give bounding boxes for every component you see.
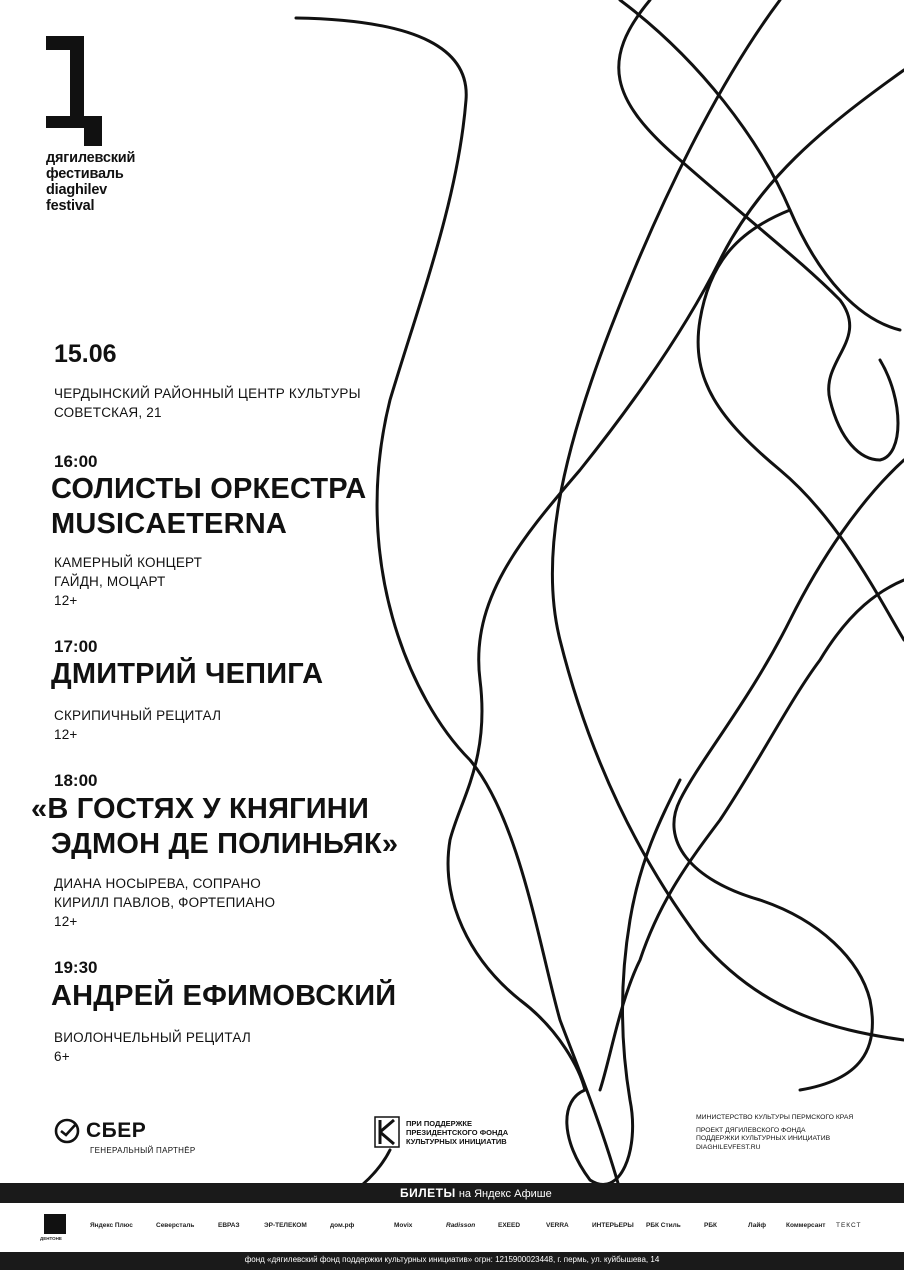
- event-details: [54, 1028, 251, 1066]
- tickets-text: [400, 1186, 552, 1200]
- venue-name: ЧЕРДЫНСКИЙ РАЙОННЫЙ ЦЕНТР КУЛЬТУРЫ: [54, 386, 361, 401]
- dentone-logo-icon: [44, 1214, 66, 1234]
- pfki-logo-icon: [374, 1116, 400, 1148]
- event-title: [51, 979, 396, 1014]
- event-title-line: СОЛИСТЫ ОРКЕСТРА: [51, 473, 367, 505]
- partner-logo: ДЕНТОНЕ: [40, 1236, 62, 1241]
- sponsor-role: ГЕНЕРАЛЬНЫЙ ПАРТНЁР: [90, 1146, 196, 1155]
- festival-logo-icon: [46, 36, 102, 146]
- event-detail-line: КИРИЛЛ ПАВЛОВ, ФОРТЕПИАНО: [54, 895, 276, 910]
- support-line: КУЛЬТУРНЫХ ИНИЦИАТИВ: [406, 1136, 507, 1146]
- line-strand-8: [600, 580, 904, 1090]
- partner-logo: Северсталь: [156, 1222, 195, 1229]
- event-title: [51, 657, 323, 692]
- support-line: ПРЕЗИДЕНТСКОГО ФОНДА: [406, 1127, 509, 1137]
- event-detail-line: СКРИПИЧНЫЙ РЕЦИТАЛ: [54, 708, 222, 723]
- logo-line: diaghilev: [46, 182, 108, 198]
- partners-row: [0, 1208, 904, 1246]
- partner-logo: ТЕКСТ: [836, 1222, 862, 1229]
- tickets-label: БИЛЕТЫ: [400, 1186, 456, 1200]
- ministry-site-link[interactable]: DIAGHILEVFEST.RU: [696, 1143, 761, 1151]
- partner-logo: ИНТЕРЬЕРЫ: [592, 1222, 634, 1229]
- ministry-line: МИНИСТЕРСТВО КУЛЬТУРЫ ПЕРМСКОГО КРАЯ: [696, 1114, 854, 1121]
- event-date: 15.06: [54, 340, 117, 368]
- event-details: [54, 553, 202, 610]
- partner-logo: ЕВРАЗ: [218, 1222, 240, 1229]
- partner-logo: Лайф: [748, 1222, 767, 1229]
- partner-logo: Яндекс Плюс: [90, 1222, 133, 1229]
- event-time: 19:30: [54, 958, 98, 977]
- age-rating: 6+: [54, 1049, 70, 1064]
- ministry-line: ПРОЕКТ ДЯГИЛЕВСКОГО ФОНДА: [696, 1126, 806, 1134]
- line-strand-1: [296, 18, 620, 1190]
- partner-logo: Radisson: [446, 1222, 476, 1229]
- line-strand-5: [619, 0, 898, 460]
- partner-logo: дом.рф: [330, 1222, 355, 1229]
- event-title: [31, 792, 398, 862]
- event-details: [54, 874, 275, 931]
- logo-line: festival: [46, 198, 95, 214]
- age-rating: 12+: [54, 593, 78, 608]
- line-strand-9: [567, 780, 680, 1185]
- event-title-line: ДМИТРИЙ ЧЕПИГА: [51, 658, 324, 690]
- partner-logo: ЭР-ТЕЛЕКОМ: [264, 1222, 307, 1229]
- partner-logo: РБК: [704, 1222, 717, 1229]
- partner-logo: VERRA: [546, 1222, 569, 1229]
- sber-check-icon: [54, 1118, 80, 1144]
- logo-line: дягилевский: [46, 150, 136, 166]
- line-strand-2: [620, 0, 900, 330]
- event-title-line: «В ГОСТЯХ У КНЯГИНИ: [31, 793, 369, 825]
- partner-logo: РБК Стиль: [646, 1222, 681, 1229]
- sponsor-name: СБЕР: [86, 1119, 147, 1142]
- line-strand-4: [698, 210, 904, 640]
- event-title-line: АНДРЕЙ ЕФИМОВСКИЙ: [51, 980, 397, 1012]
- tickets-bar[interactable]: [0, 1183, 904, 1203]
- logo-text: [46, 150, 135, 214]
- event-detail-line: ВИОЛОНЧЕЛЬНЫЙ РЕЦИТАЛ: [54, 1030, 251, 1045]
- tickets-provider: на Яндекс Афише: [455, 1188, 552, 1200]
- age-rating: 12+: [54, 914, 78, 929]
- age-rating: 12+: [54, 727, 78, 742]
- ministry-line: ПОДДЕРЖКИ КУЛЬТУРНЫХ ИНИЦИАТИВ: [696, 1135, 831, 1142]
- ministry-block: [696, 1114, 853, 1152]
- event-title-line: ЭДМОН ДЕ ПОЛИНЬЯК»: [51, 828, 399, 860]
- support-logo: [374, 1116, 508, 1148]
- event-detail-line: ДИАНА НОСЫРЕВА, СОПРАНО: [54, 876, 261, 891]
- sponsor-logo: [54, 1118, 196, 1155]
- event-time: 17:00: [54, 637, 98, 656]
- footer-bar: [0, 1252, 904, 1270]
- event-detail-line: КАМЕРНЫЙ КОНЦЕРТ: [54, 555, 203, 570]
- event-title-line: MUSICAETERNA: [51, 508, 288, 540]
- event-time: 16:00: [54, 452, 98, 471]
- event-title: [51, 472, 366, 542]
- partner-logo: Movix: [394, 1222, 413, 1229]
- partner-logo: EXEED: [498, 1222, 521, 1229]
- venue-address: СОВЕТСКАЯ, 21: [54, 405, 162, 420]
- line-strand-7: [674, 460, 904, 1090]
- support-text: [406, 1119, 508, 1146]
- venue-block: [54, 384, 361, 422]
- event-time: 18:00: [54, 771, 98, 790]
- line-strand-6: [448, 70, 904, 1090]
- event-detail-line: ГАЙДН, МОЦАРТ: [54, 574, 166, 589]
- event-details: [54, 706, 221, 744]
- footer-legal-text: фонд «дягилевский фонд поддержки культурных инициатив» огрн: 1215900023448, г. пермь, ул. куйбышева, 14: [244, 1255, 660, 1264]
- support-line: ПРИ ПОДДЕРЖКЕ: [406, 1118, 472, 1128]
- partner-logo: Коммерсант: [786, 1222, 826, 1229]
- logo-line: фестиваль: [46, 166, 124, 182]
